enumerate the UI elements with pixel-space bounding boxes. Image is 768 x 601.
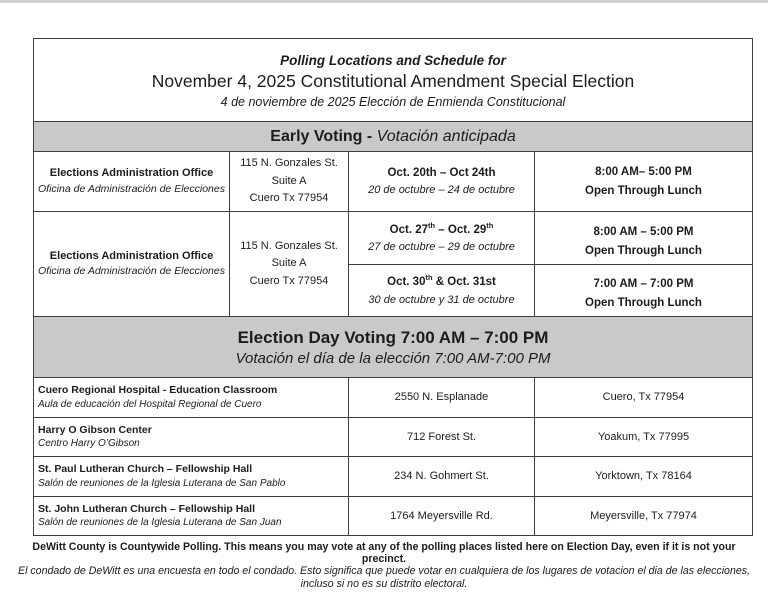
hours-time: 8:00 AM– 5:00 PM <box>595 165 692 178</box>
hours-note: Open Through Lunch <box>585 244 702 257</box>
election-day-row-st-john <box>34 496 752 536</box>
street-address-cell <box>348 457 534 496</box>
title-line-2: November 4, 2025 Constitutional Amendment Special Election <box>151 71 635 91</box>
dates-cell <box>348 265 534 317</box>
address-line: Cuero Tx 77954 <box>249 192 329 205</box>
street-address: 712 Forest St. <box>406 430 477 443</box>
city-state-zip: Meyersville, Tx 77974 <box>590 509 697 522</box>
polling-place-name-en: Harry O Gibson Center <box>38 423 152 436</box>
title-line-1: Polling Locations and Schedule for <box>280 53 506 68</box>
hours-time: 7:00 AM – 7:00 PM <box>593 278 694 291</box>
period-subrow-oct-30-31 <box>348 264 752 317</box>
title-line-3-spanish: 4 de noviembre de 2025 Elección de Enmienda Constitucional <box>220 95 566 109</box>
city-cell <box>534 418 752 457</box>
hours-note: Open Through Lunch <box>585 184 702 197</box>
polling-place-cell <box>34 418 348 457</box>
street-address-cell <box>348 418 534 457</box>
dates-es: 20 de octubre – 24 de octubre <box>368 183 515 196</box>
dates-es: 27 de octubre – 29 de octubre <box>368 241 515 254</box>
early-voting-title-es: Votación anticipada <box>376 127 516 145</box>
polling-schedule-table <box>33 38 753 536</box>
polling-place-name-es: Salón de reuniones de la Iglesia Luterana de San Juan <box>38 517 282 529</box>
dates-es: 30 de octubre y 31 de octubre <box>368 293 515 306</box>
city-state-zip: Yoakum, Tx 77995 <box>597 430 690 443</box>
footnote-es: El condado de DeWitt es una encuesta en todo el condado. Esto significa que puede votar en cualquiera de los lugares de votacion el dia de las elecciones, incluso si no es su distrito electoral. <box>18 565 750 590</box>
hours-time: 8:00 AM – 5:00 PM <box>593 225 694 238</box>
dates-en: Oct. 30th & Oct. 31st <box>387 273 496 289</box>
street-address: 2550 N. Esplanade <box>394 391 489 404</box>
countywide-polling-footnote <box>14 541 754 590</box>
address-line: 115 N. Gonzales St. <box>240 239 338 252</box>
address-line: Suite A <box>271 174 307 187</box>
dates-cell <box>348 152 534 211</box>
dates-en: Oct. 20th – Oct 24th <box>387 166 496 179</box>
polling-place-name-en: St. John Lutheran Church – Fellowship Hall <box>38 502 256 515</box>
location-name-en: Elections Administration Office <box>49 167 214 180</box>
polling-place-cell <box>34 378 348 417</box>
election-day-title-es: Votación el día de la elección 7:00 AM-7:00 PM <box>235 349 551 367</box>
address-line: Cuero Tx 77954 <box>249 274 329 287</box>
dates-en: Oct. 27th – Oct. 29th <box>389 220 494 236</box>
city-cell <box>534 378 752 417</box>
city-cell <box>534 497 752 536</box>
location-name-en: Elections Administration Office <box>49 249 214 262</box>
address-line: 115 N. Gonzales St. <box>240 157 338 170</box>
location-cell <box>34 152 229 211</box>
hours-note: Open Through Lunch <box>585 297 702 310</box>
location-cell <box>34 212 229 316</box>
address-line: Suite A <box>271 257 307 270</box>
election-day-row-harry-o-gibson <box>34 417 752 457</box>
street-address: 1764 Meyersville Rd. <box>390 509 493 522</box>
election-day-section-header <box>34 316 752 378</box>
city-cell <box>534 457 752 496</box>
polling-place-name-es: Centro Harry O’Gibson <box>38 438 140 450</box>
early-voting-section-header <box>34 121 752 152</box>
polling-place-name-es: Salón de reuniones de la Iglesia Luterana de San Pablo <box>38 477 286 489</box>
location-name-es: Oficina de Administración de Elecciones <box>38 265 225 278</box>
polling-place-name-es: Aula de educación del Hospital Regional de Cuero <box>38 398 262 410</box>
address-cell <box>229 152 348 211</box>
street-address-cell <box>348 497 534 536</box>
election-day-rows <box>34 378 752 535</box>
election-day-row-st-paul <box>34 456 752 496</box>
polling-place-cell <box>34 497 348 536</box>
city-state-zip: Yorktown, Tx 78164 <box>595 470 692 483</box>
hours-cell <box>534 212 752 264</box>
early-voting-row-2 <box>34 211 752 316</box>
location-name-es: Oficina de Administración de Elecciones <box>38 182 225 195</box>
street-address: 234 N. Gohmert St. <box>394 470 489 483</box>
footnote-en: DeWitt County is Countywide Polling. This means you may vote at any of the polling places listed here on Election Day, even if it is not your precinct. <box>32 541 736 566</box>
city-state-zip: Cuero, Tx 77954 <box>602 391 685 404</box>
street-address-cell <box>348 378 534 417</box>
address-cell <box>229 212 348 316</box>
early-voting-row-1 <box>34 152 752 211</box>
polling-place-name-en: Cuero Regional Hospital - Education Classroom <box>38 384 278 397</box>
polling-place-cell <box>34 457 348 496</box>
hours-cell <box>534 265 752 317</box>
election-day-title-en: Election Day Voting 7:00 AM – 7:00 PM <box>237 327 549 347</box>
early-voting-title-en: Early Voting - <box>270 127 377 145</box>
dates-cell <box>348 212 534 264</box>
document-title-block <box>34 39 752 121</box>
period-subrow-oct-27-29 <box>348 212 752 264</box>
page-top-strip <box>0 0 768 3</box>
early-voting-title <box>270 128 515 146</box>
date-time-subcolumn <box>348 212 752 316</box>
election-day-row-cuero-hospital <box>34 378 752 417</box>
polling-place-name-en: St. Paul Lutheran Church – Fellowship Hall <box>38 463 253 476</box>
hours-cell <box>534 152 752 211</box>
